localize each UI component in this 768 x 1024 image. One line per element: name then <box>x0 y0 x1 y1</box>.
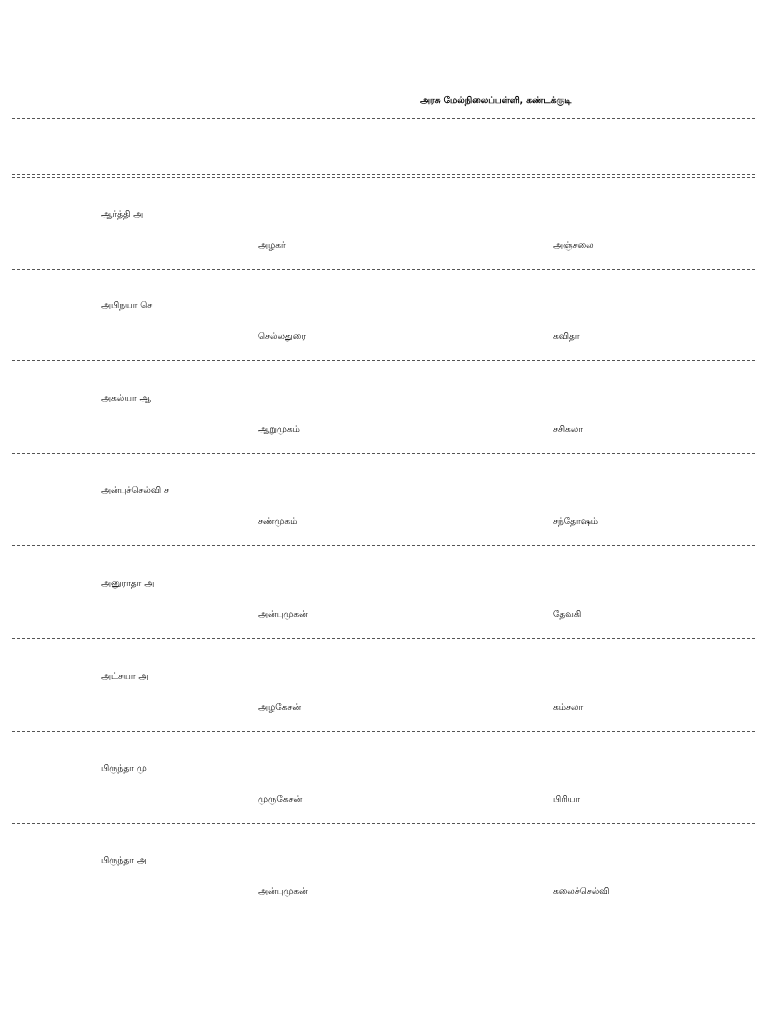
student-name: அகல்யா ஆ <box>101 394 151 404</box>
row-divider <box>12 823 755 824</box>
student-name: பிருந்தா மு <box>101 764 147 774</box>
father-name: முருகேசன் <box>258 795 303 805</box>
student-record <box>0 394 768 486</box>
row-divider <box>12 360 755 361</box>
mother-name: கவிதா <box>553 332 580 342</box>
header-double-divider <box>12 174 755 178</box>
student-record <box>0 856 768 948</box>
student-record <box>0 579 768 671</box>
student-record <box>0 672 768 764</box>
student-name: அனுராதா அ <box>101 579 155 589</box>
mother-name: தேவகி <box>553 610 582 620</box>
row-divider <box>12 453 755 454</box>
father-name: அன்புமுகன் <box>258 887 308 897</box>
student-record <box>0 764 768 856</box>
mother-name: கலைச்செல்வி <box>553 887 610 897</box>
mother-name: பிரியா <box>553 795 581 805</box>
father-name: அன்புமுகன் <box>258 610 308 620</box>
student-name: பிருந்தா அ <box>101 856 147 866</box>
row-divider <box>12 731 755 732</box>
student-name: ஆர்த்தி அ <box>101 210 144 220</box>
father-name: அழகேசன் <box>258 703 302 713</box>
father-name: அழகர் <box>258 241 286 251</box>
student-record <box>0 486 768 578</box>
header-divider <box>12 118 755 119</box>
student-name: அபிநயா செ <box>101 301 153 311</box>
mother-name: கம்சலா <box>553 703 584 713</box>
student-record <box>0 210 768 302</box>
father-name: ஆறுமுகம் <box>258 425 300 435</box>
row-divider <box>12 269 755 270</box>
father-name: சண்முகம் <box>258 517 298 527</box>
father-name: செல்லதுரை <box>258 332 306 342</box>
student-name: அன்புச்செல்வி ச <box>101 486 169 496</box>
row-divider <box>12 545 755 546</box>
mother-name: அஞ்சலை <box>553 241 594 251</box>
student-record <box>0 301 768 393</box>
row-divider <box>12 638 755 639</box>
student-name: அட்சயா அ <box>101 672 149 682</box>
mother-name: சசிகலா <box>553 425 583 435</box>
school-title: அரசு மேல்நிலைப்பள்ளி, கண்டக்குடி <box>420 96 572 106</box>
mother-name: சந்தோஷம் <box>553 517 599 527</box>
